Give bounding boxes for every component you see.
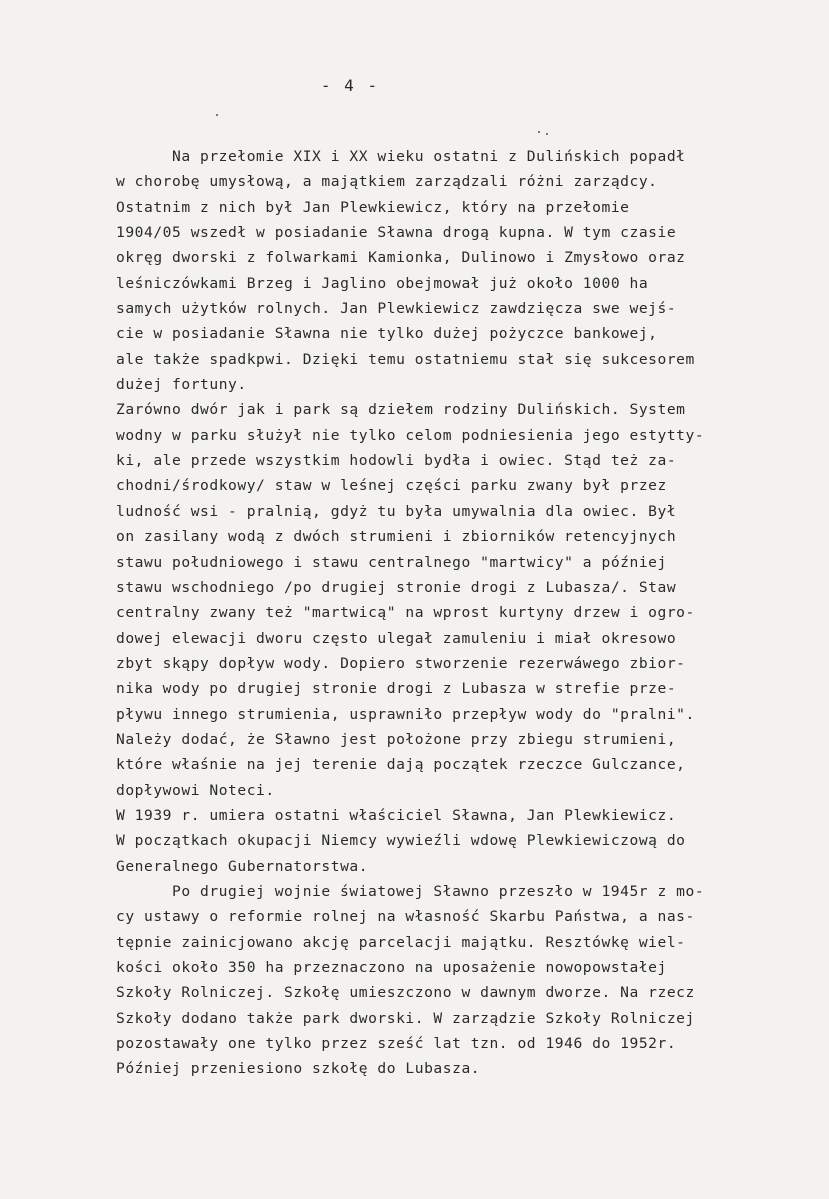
text-line: stawu południowego i stawu centralnego "martwicy" a później: [116, 553, 667, 571]
text-line: okręg dworski z folwarkami Kamionka, Dulinowo i Zmysłowo oraz: [116, 249, 686, 267]
speck-mark: [216, 114, 218, 116]
text-line: stawu wschodniego /po drugiej stronie drogi z Lubasza/. Staw: [116, 578, 677, 596]
text-line: ludność wsi - pralnią, gdyż tu była umywalnia dla owiec. Był: [116, 502, 677, 520]
text-line: pozostawały one tylko przez sześć lat tzn. od 1946 do 1952r.: [116, 1035, 677, 1053]
text-line: Po drugiej wojnie światowej Sławno przeszło w 1945r z mo-: [172, 882, 705, 900]
text-line: chodni/środkowy/ staw w leśnej części parku zwany był przez: [116, 477, 667, 495]
text-line: Na przełomie XIX i XX wieku ostatni z Dulińskich popadł: [172, 148, 686, 165]
speck-mark: [538, 131, 540, 133]
text-line: Generalnego Gubernatorstwa.: [116, 857, 369, 875]
text-line: on zasilany wodą z dwóch strumieni i zbiorników retencyjnych: [116, 528, 677, 546]
text-line: w chorobę umysłową, a majątkiem zarządzali różni zarządcy.: [116, 173, 658, 191]
text-line: tępnie zainicjowano akcję parcelacji majątku. Resztówkę wiel-: [116, 933, 686, 951]
text-line: Szkoły Rolniczej. Szkołę umieszczono w dawnym dworze. Na rzecz: [116, 984, 695, 1002]
text-line: które właśnie na jej terenie dają początek rzeczce Gulczance,: [116, 756, 686, 774]
text-line: Należy dodać, że Sławno jest położone przy zbiegu strumieni,: [116, 730, 677, 748]
text-line: Ostatnim z nich był Jan Plewkiewicz, który na przełomie: [116, 198, 630, 216]
text-line: samych użytków rolnych. Jan Plewkiewicz zawdzięcza swe wejś-: [116, 300, 677, 318]
text-line: cie w posiadanie Sławna nie tylko dużej pożyczce bankowej,: [116, 325, 658, 343]
text-line: ki, ale przede wszystkim hodowli bydła i owiec. Stąd też za-: [116, 452, 677, 470]
text-line: Później przeniesiono szkołę do Lubasza.: [116, 1060, 481, 1078]
text-line: Szkoły dodano także park dworski. W zarządzie Szkoły Rolniczej: [116, 1009, 695, 1027]
text-line: wodny w parku służył nie tylko celom podniesienia jego estytty-: [116, 426, 705, 444]
text-line: W 1939 r. umiera ostatni właściciel Sławna, Jan Plewkiewicz.: [116, 806, 677, 824]
text-line: dowej elewacji dworu często ulegał zamuleniu i miał okresowo: [116, 629, 677, 647]
text-line: ale także spadkpwi. Dzięki temu ostatniemu stał się sukcesorem: [116, 350, 695, 368]
body-text: [116, 144, 796, 1082]
speck-mark: [546, 133, 548, 135]
text-line: leśniczówkami Brzeg i Jaglino obejmował już około 1000 ha: [116, 274, 649, 292]
text-line: pływu innego strumienia, usprawniło przepływ wody do "pralni".: [116, 705, 695, 723]
text-line: Zarówno dwór jak i park są dziełem rodziny Dulińskich. System: [116, 401, 686, 419]
text-line: dopływowi Noteci.: [116, 781, 275, 799]
text-line: 1904/05 wszedł w posiadanie Sławna drogą kupna. W tym czasie: [116, 224, 677, 242]
text-line: zbyt skąpy dopływ wody. Dopiero stworzenie rezerwáwego zbior-: [116, 654, 686, 672]
text-line: nika wody po drugiej stronie drogi z Lubasza w strefie prze-: [116, 680, 677, 698]
text-line: dużej fortuny.: [116, 376, 247, 394]
text-line: cy ustawy o reformie rolnej na własność Skarbu Państwa, a nas-: [116, 908, 695, 926]
text-line: W początkach okupacji Niemcy wywieźli wdowę Plewkiewiczową do: [116, 832, 686, 850]
text-line: centralny zwany też "martwicą" na wprost kurtyny drzew i ogro-: [116, 604, 695, 622]
page-number: - 4 -: [320, 76, 380, 95]
text-line: kości około 350 ha przeznaczono na uposażenie nowopowstałej: [116, 959, 667, 976]
